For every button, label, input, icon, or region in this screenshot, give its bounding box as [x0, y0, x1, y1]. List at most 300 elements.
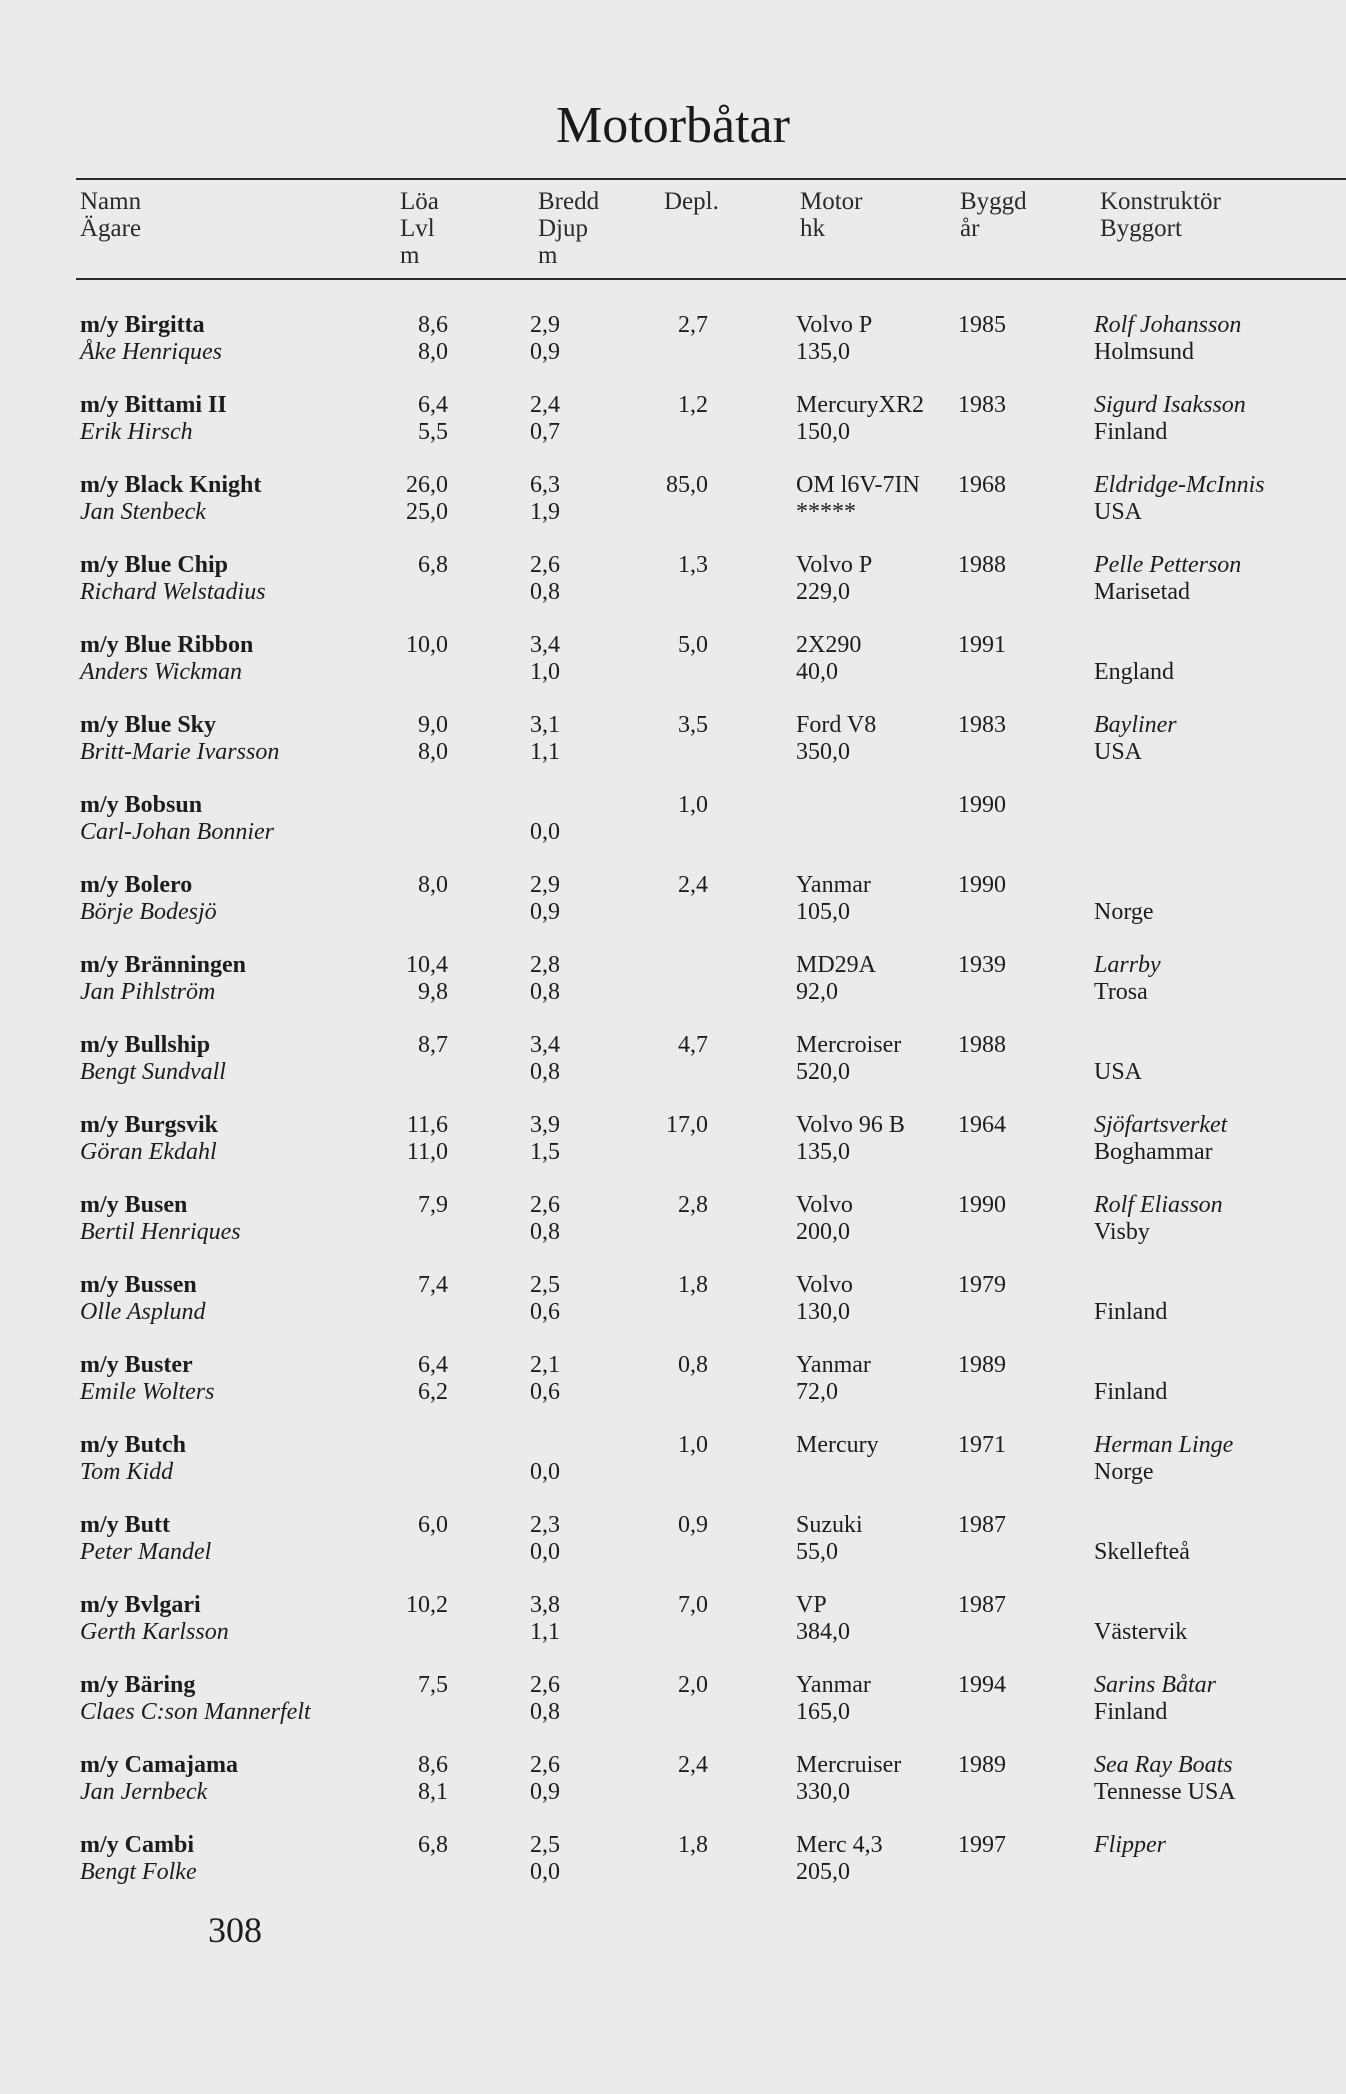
boat-djup: 0,8: [530, 1699, 560, 1725]
boat-year: 1987: [958, 1592, 1006, 1618]
boat-year-cell: [958, 1112, 1006, 1139]
boat-place: [1094, 1859, 1166, 1886]
boat-beam-cell: [530, 552, 560, 606]
boat-depl: 1,8: [678, 1272, 708, 1298]
boat-length-cell: [396, 1752, 448, 1806]
boat-lvl: [396, 899, 448, 926]
boat-place: Västervik: [1094, 1619, 1188, 1645]
boat-owner: Erik Hirsch: [80, 419, 193, 445]
boat-length-cell: [396, 712, 448, 766]
boat-name: m/y Buster: [80, 1352, 193, 1378]
boat-lvl: [396, 1859, 448, 1886]
header-ar-label: år: [960, 215, 980, 242]
boat-place: Finland: [1094, 1379, 1168, 1405]
boat-owner: Britt-Marie Ivarsson: [80, 739, 280, 765]
header-byggd-label: Byggd: [960, 188, 1027, 215]
boat-year: 1983: [958, 392, 1006, 418]
boat-beam-cell: [530, 872, 560, 926]
boat-hk: 92,0: [796, 979, 838, 1005]
boat-year: 1979: [958, 1272, 1006, 1298]
boat-loa: 8,6: [418, 312, 448, 338]
boat-lvl: 6,2: [418, 1379, 448, 1405]
header-namn-label: Namn: [80, 188, 142, 215]
boat-motor: Mercruiser: [796, 1752, 902, 1778]
boat-length-cell: [396, 392, 448, 446]
boat-designer-cell: [1094, 392, 1246, 446]
boat-depl-cell: [662, 1832, 708, 1859]
boat-designer-cell: [1094, 1672, 1216, 1726]
boat-motor: Volvo P: [796, 312, 873, 338]
boat-name-cell: [80, 1432, 186, 1486]
boat-year-cell: [958, 792, 1006, 819]
boat-designer: Sarins Båtar: [1094, 1672, 1217, 1698]
boat-lvl: [396, 1059, 448, 1086]
boat-depl: 2,4: [678, 872, 708, 898]
boat-beam-cell: [530, 1832, 560, 1886]
boat-owner: Peter Mandel: [80, 1539, 212, 1565]
boat-list: [0, 312, 1346, 1912]
boat-entry: [0, 712, 1346, 792]
boat-year: 1990: [958, 792, 1006, 818]
boat-name-cell: [80, 1512, 211, 1566]
boat-length-cell: [396, 1352, 448, 1406]
boat-year: 1987: [958, 1512, 1006, 1538]
boat-designer-cell: [1094, 1352, 1167, 1406]
boat-hk: 165,0: [796, 1699, 850, 1725]
boat-lvl: [396, 819, 448, 846]
boat-designer-cell: [1094, 312, 1241, 366]
boat-entry: [0, 1672, 1346, 1752]
boat-loa: 8,0: [418, 872, 448, 898]
boat-depl: 1,8: [678, 1832, 708, 1858]
boat-depl-cell: [662, 392, 708, 419]
header-byggd: [960, 188, 1027, 242]
boat-motor: VP: [796, 1592, 827, 1618]
boat-name: m/y Burgsvik: [80, 1112, 219, 1138]
boat-depl-cell: [662, 712, 708, 739]
boat-loa: 7,9: [418, 1192, 448, 1218]
boat-entry: [0, 872, 1346, 952]
boat-year: 1997: [958, 1832, 1006, 1858]
boat-loa: 10,0: [406, 632, 448, 658]
boat-motor-cell: [796, 1032, 901, 1086]
boat-name: m/y Butt: [80, 1512, 170, 1538]
boat-entry: [0, 1352, 1346, 1432]
boat-owner: Emile Wolters: [80, 1379, 215, 1405]
boat-entry: [0, 952, 1346, 1032]
boat-loa: 6,4: [418, 1352, 448, 1378]
boat-depl-cell: [662, 792, 708, 819]
boat-year-cell: [958, 952, 1006, 979]
boat-entry: [0, 632, 1346, 712]
boat-djup: 0,8: [530, 1219, 560, 1245]
boat-djup: 0,6: [530, 1379, 560, 1405]
boat-designer-cell: [1094, 1112, 1227, 1166]
boat-length-cell: [396, 632, 448, 686]
boat-name-cell: [80, 1272, 206, 1326]
boat-lvl: 8,1: [418, 1779, 448, 1805]
boat-hk: 135,0: [796, 1139, 850, 1165]
boat-place: Holmsund: [1094, 339, 1195, 365]
boat-year-cell: [958, 1192, 1006, 1219]
boat-motor-cell: [796, 872, 871, 926]
boat-hk: 40,0: [796, 659, 838, 685]
boat-beam-cell: [530, 1752, 560, 1806]
boat-djup: 0,0: [530, 1539, 560, 1565]
header-konstruktor-label: Konstruktör: [1100, 188, 1221, 215]
header-bredd: [538, 188, 599, 269]
boat-motor: Ford V8: [796, 712, 877, 738]
boat-designer-cell: [1094, 1752, 1236, 1806]
boat-depl: 2,8: [678, 1192, 708, 1218]
header-loa-unit: m: [400, 242, 420, 269]
boat-bredd: 2,8: [530, 952, 560, 978]
boat-motor-cell: [796, 1592, 850, 1646]
boat-owner: Olle Asplund: [80, 1299, 206, 1325]
boat-designer-cell: [1094, 712, 1177, 766]
header-depl: [664, 188, 719, 215]
boat-depl: 2,7: [678, 312, 708, 338]
header-motor-label: Motor: [800, 188, 863, 215]
boat-djup: 1,1: [530, 739, 560, 765]
boat-designer: Larrby: [1094, 952, 1161, 978]
boat-djup: 0,9: [530, 1779, 560, 1805]
boat-bredd: 2,6: [530, 552, 560, 578]
boat-owner: Jan Jernbeck: [80, 1779, 208, 1805]
boat-depl-cell: [662, 1112, 708, 1139]
boat-name: m/y Black Knight: [80, 472, 262, 498]
boat-entry: [0, 1112, 1346, 1192]
boat-djup: 0,6: [530, 1299, 560, 1325]
boat-designer: Rolf Johansson: [1094, 312, 1242, 338]
boat-entry: [0, 1592, 1346, 1672]
boat-length-cell: [396, 552, 448, 606]
boat-motor-cell: [796, 1272, 853, 1326]
boat-lvl: 5,5: [418, 419, 448, 445]
boat-beam-cell: [530, 1672, 560, 1726]
boat-year: 1990: [958, 1192, 1006, 1218]
boat-motor: Volvo 96 B: [796, 1112, 905, 1138]
boat-loa: 6,8: [418, 1832, 448, 1858]
boat-designer: Sjöfartsverket: [1094, 1112, 1228, 1138]
boat-lvl: 8,0: [418, 739, 448, 765]
header-bottom-rule: [76, 278, 1346, 280]
boat-hk: 135,0: [796, 339, 850, 365]
boat-loa: [396, 1432, 448, 1459]
boat-lvl: 25,0: [406, 499, 448, 525]
boat-year: 1988: [958, 1032, 1006, 1058]
boat-entry: [0, 1752, 1346, 1832]
boat-designer-cell: [1094, 872, 1154, 926]
boat-length-cell: [396, 872, 448, 926]
boat-designer: [1094, 1592, 1187, 1619]
boat-year-cell: [958, 632, 1006, 659]
boat-length-cell: [396, 1512, 448, 1566]
boat-year: 1964: [958, 1112, 1006, 1138]
boat-depl: [662, 952, 708, 979]
boat-hk: *****: [796, 499, 856, 525]
boat-depl-cell: [662, 1352, 708, 1379]
boat-name: m/y Bvlgari: [80, 1592, 201, 1618]
boat-name-cell: [80, 1752, 238, 1806]
boat-depl: 2,0: [678, 1672, 708, 1698]
boat-depl: 0,9: [678, 1512, 708, 1538]
boat-hk: 350,0: [796, 739, 850, 765]
boat-beam-cell: [530, 712, 560, 766]
boat-name-cell: [80, 1672, 311, 1726]
boat-bredd: 6,3: [530, 472, 560, 498]
boat-bredd: [530, 1432, 560, 1459]
boat-bredd: [530, 792, 560, 819]
boat-designer-cell: [1094, 1512, 1190, 1566]
boat-motor-cell: [796, 1832, 883, 1886]
boat-beam-cell: [530, 952, 560, 1006]
boat-place: USA: [1094, 499, 1143, 525]
boat-name-cell: [80, 1832, 197, 1886]
boat-designer: [1094, 1512, 1190, 1539]
boat-lvl: [396, 659, 448, 686]
boat-designer-cell: [1094, 952, 1161, 1006]
header-djup-label: Djup: [538, 215, 588, 242]
boat-owner: Jan Stenbeck: [80, 499, 206, 525]
boat-year: 1983: [958, 712, 1006, 738]
boat-length-cell: [396, 1832, 448, 1886]
boat-place: Skellefteå: [1094, 1539, 1190, 1565]
boat-designer-cell: [1094, 1192, 1223, 1246]
boat-year-cell: [958, 1432, 1006, 1459]
boat-bredd: 3,8: [530, 1592, 560, 1618]
boat-entry: [0, 1192, 1346, 1272]
boat-owner: Göran Ekdahl: [80, 1139, 217, 1165]
boat-owner: Börje Bodesjö: [80, 899, 217, 925]
boat-motor-cell: [796, 1432, 879, 1486]
boat-designer: [1094, 1352, 1167, 1379]
boat-depl-cell: [662, 632, 708, 659]
boat-lvl: [396, 1539, 448, 1566]
boat-hk: 330,0: [796, 1779, 850, 1805]
boat-name: m/y Blue Sky: [80, 712, 217, 738]
boat-hk: 72,0: [796, 1379, 838, 1405]
boat-length-cell: [396, 952, 448, 1006]
boat-bredd: 2,9: [530, 872, 560, 898]
boat-year-cell: [958, 472, 1006, 499]
boat-depl: 1,2: [678, 392, 708, 418]
boat-designer: [1094, 632, 1174, 659]
boat-lvl: 11,0: [406, 1139, 448, 1165]
boat-year-cell: [958, 1592, 1006, 1619]
boat-owner: Tom Kidd: [80, 1459, 174, 1485]
boat-djup: 0,0: [530, 1859, 560, 1885]
boat-name-cell: [80, 1592, 229, 1646]
boat-bredd: 2,3: [530, 1512, 560, 1538]
boat-loa: 9,0: [418, 712, 448, 738]
boat-year-cell: [958, 1352, 1006, 1379]
boat-owner: Jan Pihlström: [80, 979, 216, 1005]
boat-depl: 1,0: [678, 792, 708, 818]
boat-depl-cell: [662, 312, 708, 339]
boat-lvl: [396, 1699, 448, 1726]
boat-motor-cell: [796, 552, 872, 606]
boat-hk: 200,0: [796, 1219, 850, 1245]
boat-entry: [0, 1832, 1346, 1912]
boat-hk: [796, 1459, 879, 1486]
boat-beam-cell: [530, 472, 560, 526]
boat-djup: 0,8: [530, 579, 560, 605]
boat-depl: 17,0: [666, 1112, 708, 1138]
boat-name: m/y Bobsun: [80, 792, 203, 818]
boat-length-cell: [396, 792, 448, 846]
boat-beam-cell: [530, 392, 560, 446]
boat-djup: 0,9: [530, 899, 560, 925]
boat-name: m/y Bäring: [80, 1672, 196, 1698]
boat-lvl: [396, 1459, 448, 1486]
boat-name-cell: [80, 712, 279, 766]
boat-beam-cell: [530, 632, 560, 686]
boat-loa: 10,2: [406, 1592, 448, 1618]
boat-year: 1989: [958, 1352, 1006, 1378]
boat-motor-cell: [796, 632, 861, 686]
boat-bredd: 2,1: [530, 1352, 560, 1378]
boat-owner: Bengt Folke: [80, 1859, 197, 1885]
boat-name: m/y Birgitta: [80, 312, 205, 338]
boat-bredd: 3,4: [530, 1032, 560, 1058]
boat-depl: 85,0: [666, 472, 708, 498]
boat-depl-cell: [662, 1672, 708, 1699]
boat-designer-cell: [1094, 1592, 1187, 1646]
header-top-rule: [76, 178, 1346, 180]
boat-bredd: 2,4: [530, 392, 560, 418]
boat-bredd: 2,5: [530, 1832, 560, 1858]
boat-name-cell: [80, 552, 266, 606]
boat-name-cell: [80, 1192, 241, 1246]
header-agare-label: Ägare: [80, 215, 142, 242]
boat-motor-cell: [796, 1512, 863, 1566]
boat-length-cell: [396, 1672, 448, 1726]
boat-loa: 11,6: [406, 1112, 448, 1138]
boat-motor: MD29A: [796, 952, 877, 978]
boat-motor-cell: [796, 1192, 853, 1246]
boat-owner: Anders Wickman: [80, 659, 242, 685]
boat-name: m/y Blue Ribbon: [80, 632, 254, 658]
boat-beam-cell: [530, 1352, 560, 1406]
boat-designer-cell: [1094, 1432, 1233, 1486]
boat-loa: 6,0: [418, 1512, 448, 1538]
boat-loa: [396, 792, 448, 819]
boat-hk: 520,0: [796, 1059, 850, 1085]
boat-motor: Mercury: [796, 1432, 879, 1458]
boat-lvl: [396, 1299, 448, 1326]
boat-entry: [0, 1432, 1346, 1512]
boat-owner: Gerth Karlsson: [80, 1619, 229, 1645]
boat-owner: Carl-Johan Bonnier: [80, 819, 274, 845]
boat-name-cell: [80, 792, 274, 846]
boat-hk: 130,0: [796, 1299, 850, 1325]
boat-place: Marisetad: [1094, 579, 1190, 605]
header-lvl-label: Lvl: [400, 215, 435, 242]
header-loa-label: Löa: [400, 188, 439, 215]
boat-lvl: [396, 1219, 448, 1246]
boat-depl: 3,5: [678, 712, 708, 738]
boat-depl: 7,0: [678, 1592, 708, 1618]
boat-name: m/y Bussen: [80, 1272, 197, 1298]
boat-bredd: 3,9: [530, 1112, 560, 1138]
boat-name-cell: [80, 312, 222, 366]
boat-designer: Eldridge-McInnis: [1094, 472, 1265, 498]
boat-hk: 205,0: [796, 1859, 850, 1885]
boat-depl: 0,8: [678, 1352, 708, 1378]
boat-name: m/y Camajama: [80, 1752, 238, 1778]
boat-beam-cell: [530, 1272, 560, 1326]
boat-depl: 2,4: [678, 1752, 708, 1778]
page-title: Motorbåtar: [556, 97, 790, 154]
boat-hk: 384,0: [796, 1619, 850, 1645]
boat-designer-cell: [1094, 1272, 1167, 1326]
boat-beam-cell: [530, 1112, 560, 1166]
boat-depl-cell: [662, 1432, 708, 1459]
boat-beam-cell: [530, 1432, 560, 1486]
boat-designer: [1094, 872, 1154, 899]
boat-depl: 1,0: [678, 1432, 708, 1458]
boat-length-cell: [396, 472, 448, 526]
boat-loa: 8,6: [418, 1752, 448, 1778]
boat-place: Finland: [1094, 419, 1168, 445]
boat-name-cell: [80, 1352, 214, 1406]
boat-motor: Yanmar: [796, 1352, 871, 1378]
boat-name: m/y Bittami II: [80, 392, 227, 418]
boat-bredd: 3,1: [530, 712, 560, 738]
boat-designer: Sigurd Isaksson: [1094, 392, 1246, 418]
boat-bredd: 3,4: [530, 632, 560, 658]
boat-motor-cell: [796, 1352, 871, 1406]
boat-djup: 0,8: [530, 979, 560, 1005]
boat-entry: [0, 1272, 1346, 1352]
boat-hk: 105,0: [796, 899, 850, 925]
boat-designer: Bayliner: [1094, 712, 1177, 738]
boat-depl-cell: [662, 1512, 708, 1539]
boat-hk: 55,0: [796, 1539, 838, 1565]
boat-djup: 1,9: [530, 499, 560, 525]
boat-entry: [0, 552, 1346, 632]
boat-loa: 7,4: [418, 1272, 448, 1298]
header-konstruktor: [1100, 188, 1221, 242]
boat-year: 1971: [958, 1432, 1006, 1458]
boat-beam-cell: [530, 1592, 560, 1646]
boat-djup: 1,0: [530, 659, 560, 685]
boat-djup: 1,1: [530, 1619, 560, 1645]
boat-lvl: 8,0: [418, 339, 448, 365]
boat-year-cell: [958, 312, 1006, 339]
boat-place: Boghammar: [1094, 1139, 1213, 1165]
boat-djup: 0,0: [530, 1459, 560, 1485]
boat-depl: 1,3: [678, 552, 708, 578]
boat-length-cell: [396, 1192, 448, 1246]
boat-loa: 26,0: [406, 472, 448, 498]
boat-motor: Volvo P: [796, 552, 873, 578]
boat-bredd: 2,9: [530, 312, 560, 338]
boat-designer-cell: [1094, 1032, 1142, 1086]
boat-year-cell: [958, 1832, 1006, 1859]
boat-motor: MercuryXR2: [796, 392, 924, 418]
boat-name-cell: [80, 952, 246, 1006]
boat-year-cell: [958, 552, 1006, 579]
boat-name-cell: [80, 392, 227, 446]
boat-motor: Yanmar: [796, 872, 871, 898]
boat-place: Norge: [1094, 899, 1154, 925]
boat-place: Finland: [1094, 1299, 1168, 1325]
boat-place: Norge: [1094, 1459, 1154, 1485]
boat-djup: 0,7: [530, 419, 560, 445]
boat-year: 1939: [958, 952, 1006, 978]
